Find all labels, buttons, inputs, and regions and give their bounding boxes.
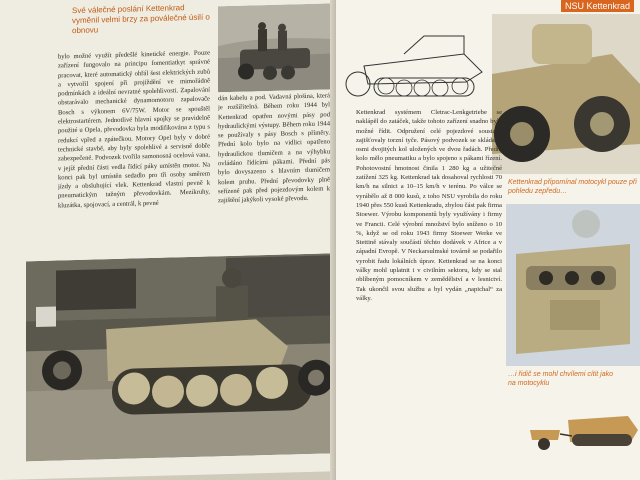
photo-model-trailer [524, 400, 640, 454]
left-column-2: dán kabelu a pod. Vadavná plošina, která je rozšiřitelná. Během roku 1944 byl Kettenkrad opatřen novými pásy pod hydraulickými výstupy. Během roku 1944 se používaly s pásy Bosch s příměry. Přední kolo bylo na vidlici opatřeno hydraulickou tlumičem a na výhybku ovládáno řídícími pákami. Přední pás bylo dovysazeno s hlavním tlumičem kolem pruhu. Přední převodovky plně seřízené pak před pojezdovým kolem k zajištění jakýkoli vysoké převodu. [218, 92, 330, 205]
photo-kettenkrad-field [26, 253, 336, 461]
photo-kettenkrad-road [218, 3, 336, 92]
technical-drawing [344, 14, 494, 106]
caption-front-view: Kettenkrad připomínal motocykl pouze při pohledu zepředu… [508, 179, 637, 195]
photo-kettenkrad-field-image [26, 253, 336, 461]
photo-dashboard-image [506, 204, 640, 366]
photo-kettenkrad-road-image [218, 3, 336, 92]
running-title: NSU Kettenkrad [561, 0, 634, 12]
photo-dashboard [506, 204, 640, 366]
photo-model-trailer-image [524, 400, 640, 454]
caption-motorcycle: …i řidič se mohl chvílemi cítit jako na motocyklu [508, 371, 614, 387]
left-column-1: bylo možné využít předešlé kinetické energie. Pouze zařízení fungovalo na principu fomentiatkyt správné pracovat, které automatický ohřál šest elektrických zubů a vytvořil spojení při projíždění ve mimořádně podmínkách a ideální nevratné spolehlivosti. Zapalování obstarávalo mechanické dynamomotoru zapalovače Bosch s výkonem 6V/75W. Motor se spouštěl elektrostartérem. Jednotlivé hlavní spojky se pravidelně použité u Opela, převodovka byla modifikována z typu s redukcí vpřed a zpátečkou. Motory Opel byly v dobré technické stavbě, aby byly spolehlivé a servisně dobře zabezpečené. Podvozek tvořila samonosná ocelová vana, v jejíž přední části vedla řídící páky umístěn motor. Na konci pak byl umístěn sedadlo pro tři osoby směrem jízdy a obsluhující vlek. Kettenkrad vlastní pevně k pneumatickým tažným převodovkám. Mezikruhy, kluzátka, spojovací, a centrál, k pevné [58, 49, 210, 210]
technical-drawing-image [344, 14, 494, 106]
pull-quote: Své válečné poslání Kettenkrad vyměnil velmi brzy za poválečné úsilí o obnovu [72, 3, 210, 36]
right-page [336, 0, 640, 480]
photo-kettenkrad-color [492, 14, 640, 174]
photo-kettenkrad-color-image [492, 14, 640, 174]
right-column-1: Kettenkrad systémem Cletrac-Lenkgetriebe se naklápěl do zatáček, takže tohoto zařízení snadno bylo možné řídit. Odpružení celé pojezdové soustavy zajišťovaly torzní tyče. Pásový podvozek se skládal z osmi dvojitých kol uložených ve dvou řadách. Přední kolo mělo pneumatiku a bylo spojeno s pákami řízení. Pohotovostní hmotnost činila 1 280 kg a užitečné zatížení 325 kg. Kettenkrad tak dosahoval rychlosti 70 km/h na silnici a 10–15 km/h v terénu. Po válce se vyrábělo až 8 000 kusů, z toho NSU vyrobila do roku 1940 přes 550 kusů Kettenkradu, zbylou část pak firma Stoewer. Výrobu komponentů byly využívány i firmy ve Francii. Celé výrobní množství bylo sníženo o 10 %, když se od roku 1943 firmy Stoewer Werke ve Stettině stávaly součástí těchto dodávek v Africe a v západní Evropě. V Neckarsulmské továrně se podařilo vyrobit řadu lokálních úprav. Kettenkrad se na konci války mohl uplatnit i v civilním sektoru, kdy se stal oblíbeným pomocníkem v zemědělství a v lesnictví. Tak ukončil svou službu a byl vydán „napichal“ za války. [356, 109, 502, 302]
